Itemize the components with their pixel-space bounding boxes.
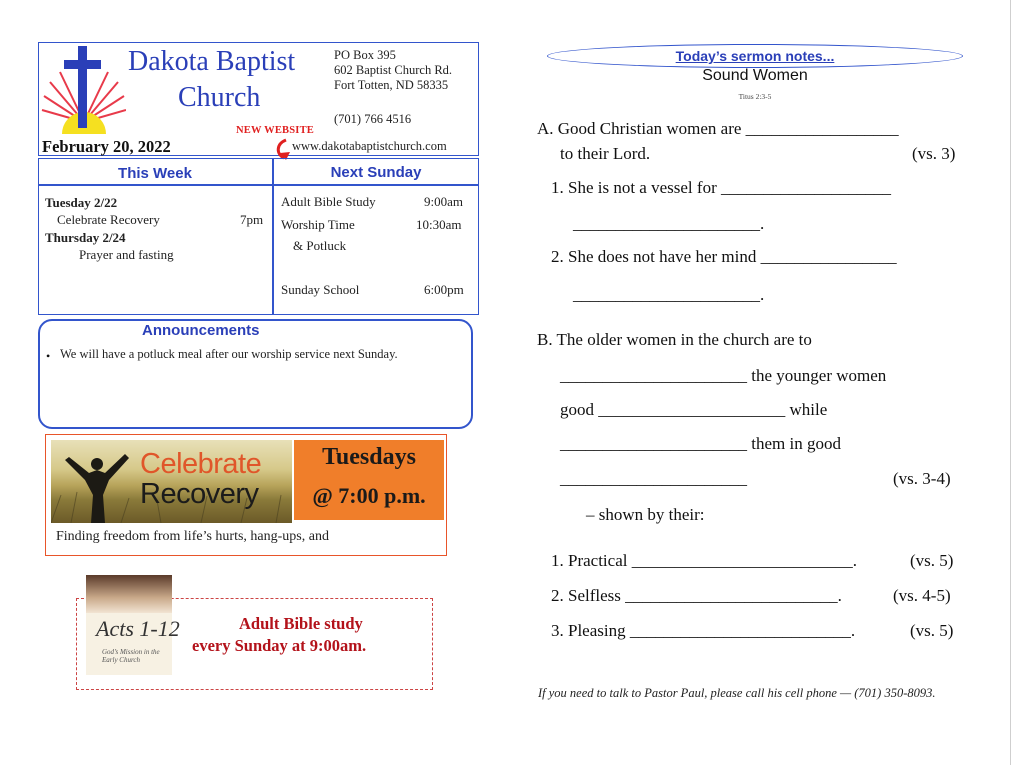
page-edge (1010, 0, 1011, 765)
celebrate-recovery-time: @ 7:00 p.m. (312, 483, 426, 508)
website-link[interactable]: www.dakotabaptistchurch.com (292, 139, 447, 153)
sermon-point-a2: 2. She does not have her mind ________________ (551, 247, 897, 266)
celebrate-recovery-caption: Finding freedom from life’s hurts, hang-ups, and (56, 529, 329, 544)
sermon-point-b-line: good ______________________ while (560, 400, 828, 419)
next-sunday-event: Adult Bible Study (281, 194, 376, 209)
verse-ref: (vs. 3-4) (893, 469, 951, 488)
new-website-label: NEW WEBSITE (236, 125, 314, 136)
celebrate-recovery-day: Tuesdays (322, 444, 416, 470)
list-item: 2. Selfless _________________________. (551, 586, 842, 605)
bible-study-schedule: every Sunday at 9:00am. (192, 636, 367, 655)
divider (272, 158, 274, 315)
recovery-word: Recovery (140, 478, 259, 510)
church-address (334, 48, 452, 93)
next-sunday-event: & Potluck (293, 238, 347, 253)
address-line: Fort Totten, ND 58335 (334, 78, 449, 92)
this-week-day: Tuesday 2/22 (45, 195, 118, 210)
next-sunday-time: 10:30am (416, 217, 462, 232)
this-week-event: Prayer and fasting (79, 247, 174, 262)
sermon-point-b-shown: – shown by their: (586, 505, 705, 524)
sermon-point-b: B. The older women in the church are to (537, 330, 812, 349)
church-phone: (701) 766 4516 (334, 112, 412, 126)
pastor-contact-note: If you need to talk to Pastor Paul, please call his cell phone — (701) 350-8093. (538, 686, 936, 700)
sermon-notes-heading: Today’s sermon notes... (675, 48, 835, 64)
announcement-item: We will have a potluck meal after our worship service next Sunday. (60, 347, 398, 361)
book-cover-image (86, 575, 172, 613)
sermon-point-a: A. Good Christian women are __________________ (537, 119, 899, 138)
bullet: • (46, 349, 51, 363)
divider (38, 184, 479, 186)
next-sunday-heading: Next Sunday (330, 164, 422, 181)
sermon-point-b-line: ______________________ the younger women (560, 366, 887, 385)
verse-ref: (vs. 4-5) (893, 586, 951, 605)
sermon-point-a-cont: to their Lord. (560, 144, 651, 163)
blank-line: ______________________. (573, 285, 765, 304)
sermon-point-b-line: ______________________ them in good (560, 434, 841, 453)
this-week-heading: This Week (118, 165, 192, 182)
cross-sunrise-logo (40, 44, 126, 136)
address-line: 602 Baptist Church Rd. (334, 63, 453, 77)
celebrate-word: Celebrate (140, 448, 262, 480)
list-item: 3. Pleasing __________________________. (551, 621, 856, 640)
verse-ref: (vs. 3) (912, 144, 956, 163)
announcements-heading: Announcements (142, 322, 260, 339)
next-sunday-event: Sunday School (281, 282, 360, 297)
church-name-line2: Church (178, 82, 261, 113)
next-sunday-event: Worship Time (281, 217, 355, 232)
address-line: PO Box 395 (334, 48, 396, 62)
sermon-point-b-line: ______________________ (560, 469, 747, 488)
sermon-title: Sound Women (702, 67, 808, 84)
this-week-day: Thursday 2/24 (45, 230, 126, 245)
next-sunday-time: 6:00pm (424, 282, 464, 297)
book-subtitle: God’s Mission in the Early Church (102, 648, 160, 664)
bible-study-title: Adult Bible study (239, 614, 363, 633)
church-name: Dakota Baptist (128, 46, 296, 77)
next-sunday-time: 9:00am (424, 194, 463, 209)
sermon-point-a1: 1. She is not a vessel for ____________________ (551, 178, 891, 197)
verse-ref: (vs. 5) (910, 551, 954, 570)
sermon-scripture: Titus 2:3-5 (738, 92, 772, 101)
verse-ref: (vs. 5) (910, 621, 954, 640)
bulletin-date: February 20, 2022 (42, 137, 171, 156)
this-week-event: Celebrate Recovery (57, 212, 160, 227)
blank-line: ______________________. (573, 214, 765, 233)
list-item: 1. Practical __________________________. (551, 551, 857, 570)
this-week-time: 7pm (240, 212, 264, 227)
book-title: Acts 1-12 (96, 616, 180, 641)
